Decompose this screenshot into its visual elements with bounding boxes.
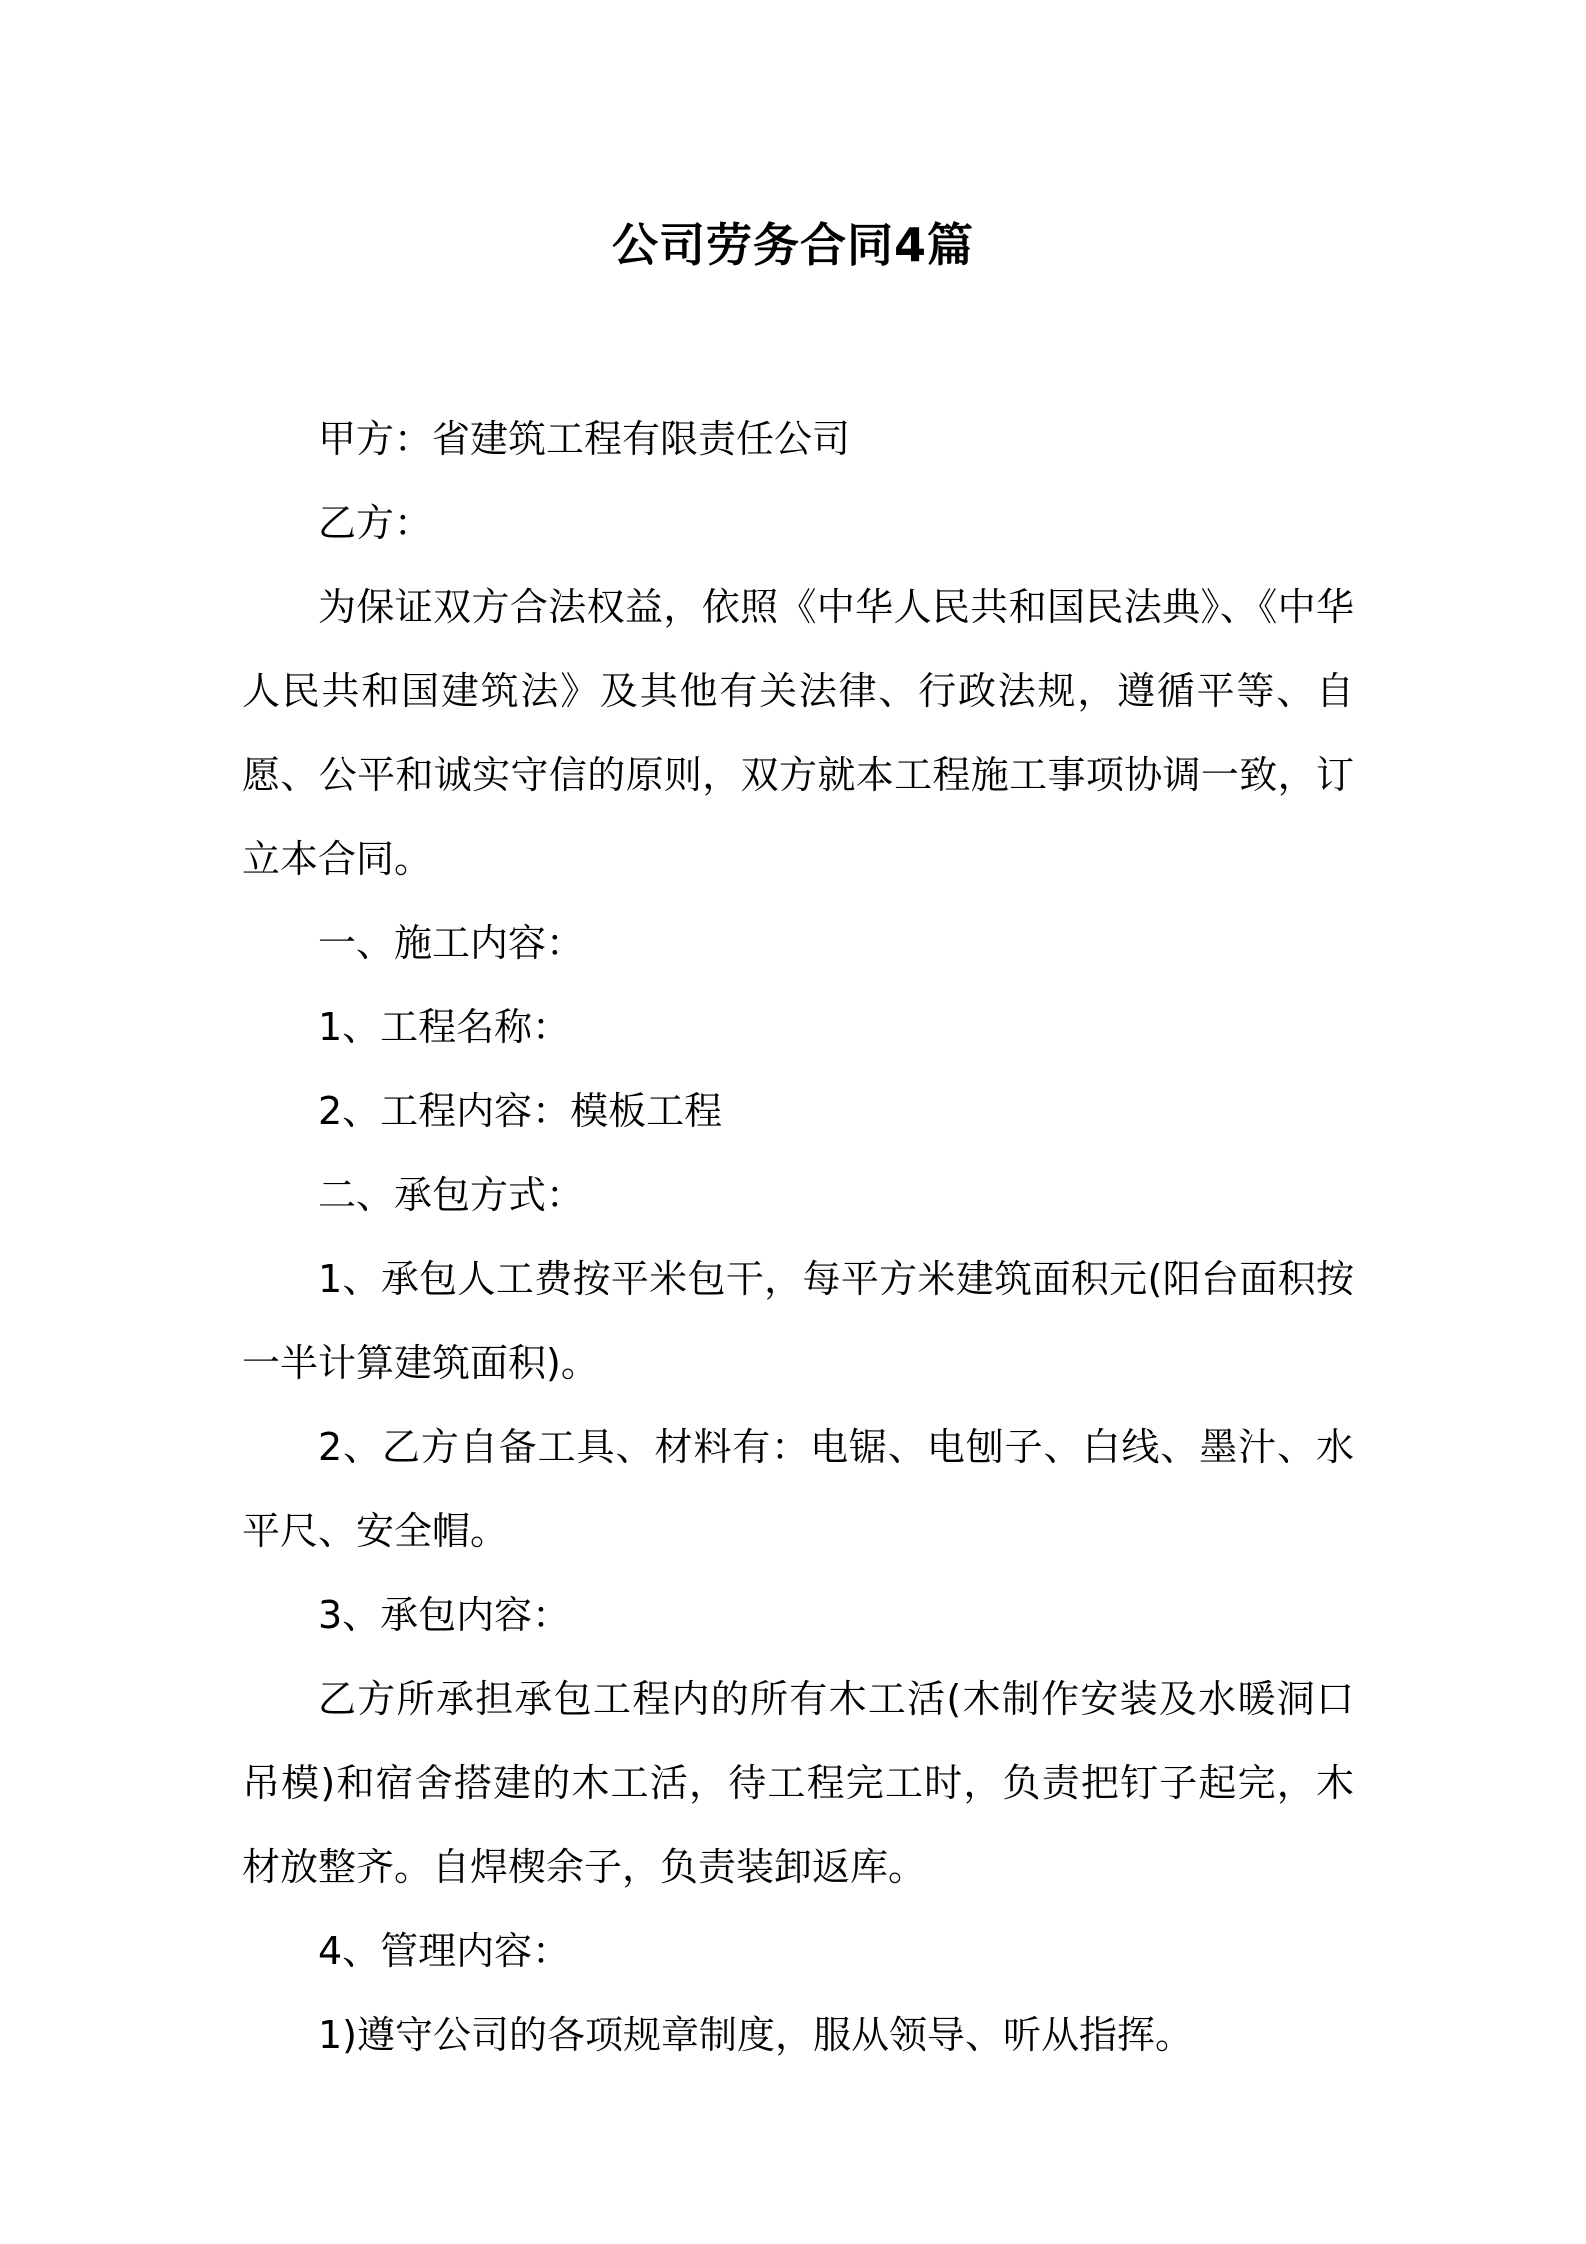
document-title: 公司劳务合同4篇 [611,218,974,272]
project-name-line: 1、工程名称： [318,1005,571,1049]
carpentry-work-paragraph: 乙方所承担承包工程内的所有木工活(木制作安装及水暖洞口吊模)和宿舍搭建的木工活，待工程完工时，负责把钉子起完，木材放整齐。自焊楔余子，负责装卸返库。 [242,1677,1354,1889]
contract-content-heading: 3、承包内容： [318,1593,571,1637]
rules-compliance-paragraph: 1)遵守公司的各项规章制度，服从领导、听从指挥。 [318,2013,1194,2057]
tools-paragraph: 2、乙方自备工具、材料有：电锯、电刨子、白线、墨汁、水平尺、安全帽。 [242,1425,1354,1553]
section-heading-construction-content: 一、施工内容： [318,921,585,965]
preamble-paragraph: 为保证双方合法权益，依照《中华人民共和国民法典》、《中华人民共和国建筑法》及其他有关法律、行政法规，遵循平等、自愿、公平和诚实守信的原则，双方就本工程施工事项协调一致，订立本合同。 [242,585,1354,881]
project-content-line: 2、工程内容：模板工程 [318,1089,723,1133]
party-a-line: 甲方：省建筑工程有限责任公司 [318,417,851,461]
document-body [242,397,1354,2077]
party-b-line: 乙方： [318,501,433,545]
labor-fee-paragraph: 1、承包人工费按平米包干，每平方米建筑面积元(阳台面积按一半计算建筑面积)。 [242,1257,1354,1385]
section-heading-contract-method: 二、承包方式： [318,1173,585,1217]
management-content-heading: 4、管理内容： [318,1929,571,1973]
